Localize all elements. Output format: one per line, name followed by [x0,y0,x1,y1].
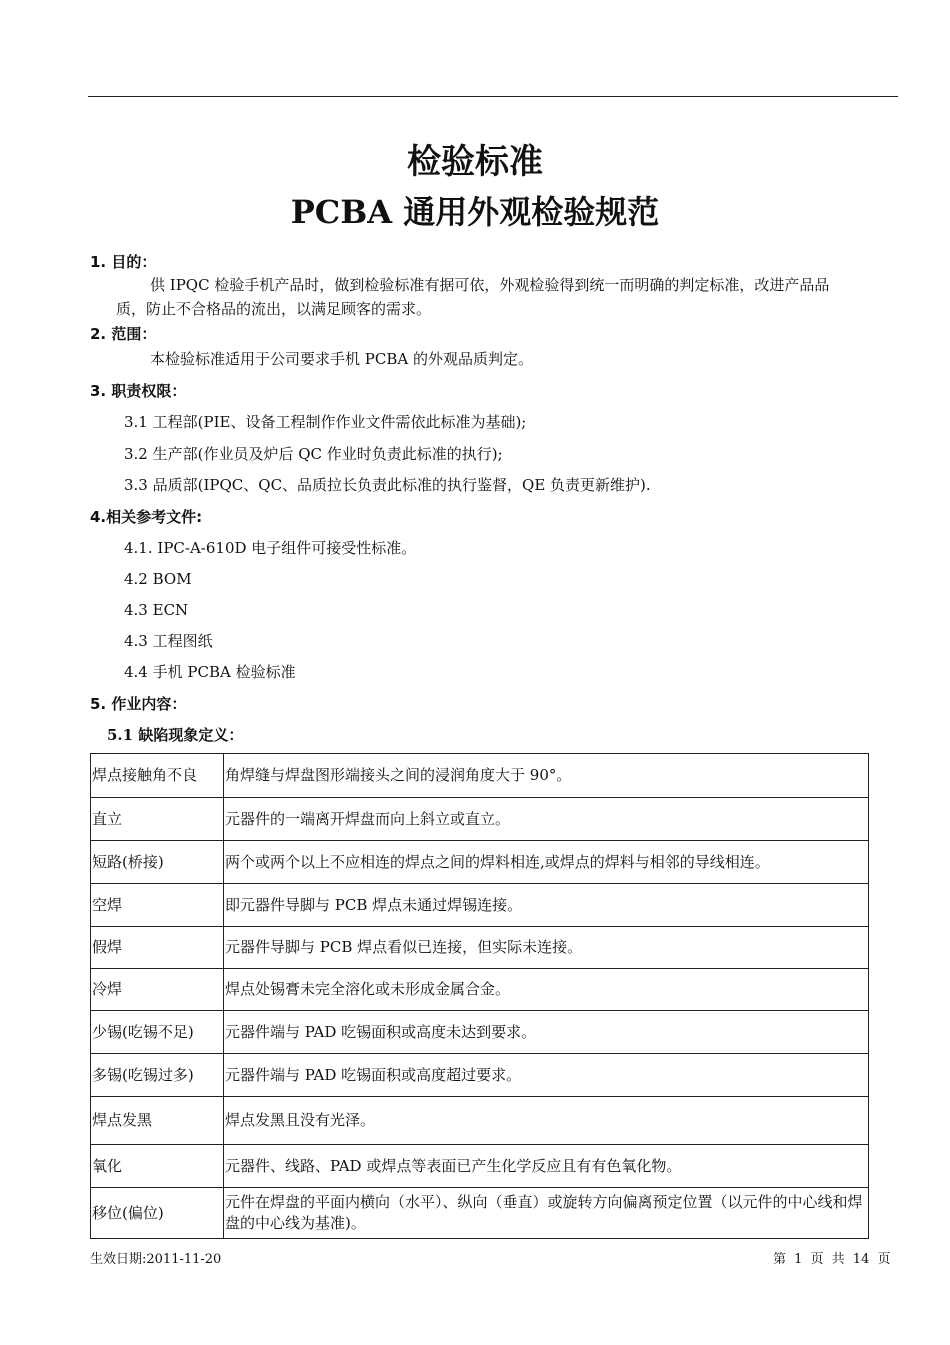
defect-term: 移位(偏位) [91,1188,224,1239]
defect-definition: 焊点处锡膏未完全溶化或未形成金属合金。 [224,969,869,1011]
defect-definition: 角焊缝与焊盘图形端接头之间的浸润角度大于 90°。 [224,754,869,798]
header-rule [88,96,898,97]
duty-item: 3.2 生产部(作业员及炉后 QC 作业时负责此标准的执行); [124,445,503,463]
defect-term: 冷焊 [91,969,224,1011]
section-work-heading: 5. 作业内容： [90,695,187,713]
table-row [91,969,869,1011]
reference-item: 4.2 BOM [124,570,192,588]
table-row [91,1011,869,1054]
reference-item: 4.1. IPC-A-610D 电子组件可接受性标准。 [124,539,417,557]
defect-definition: 焊点发黑且没有光泽。 [224,1097,869,1145]
reference-item: 4.3 ECN [124,601,189,619]
page-number: 第 1 页 共 14 页 [773,1252,891,1267]
defect-definition: 元件在焊盘的平面内横向（水平）、纵向（垂直）或旋转方向偏离预定位置（以元件的中心线和焊盘的中心线为基准)。 [224,1188,869,1239]
table-row [91,754,869,798]
section-work-subheading: 5.1 缺陷现象定义： [107,726,244,744]
duty-item: 3.1 工程部(PIE、设备工程制作作业文件需依此标准为基础); [124,413,527,431]
defect-definition: 元器件端与 PAD 吃锡面积或高度未达到要求。 [224,1011,869,1054]
defect-definition: 元器件、线路、PAD 或焊点等表面已产生化学反应且有有色氧化物。 [224,1145,869,1188]
defect-term: 氧化 [91,1145,224,1188]
table-row [91,1145,869,1188]
defect-definition: 两个或两个以上不应相连的焊点之间的焊料相连,或焊点的焊料与相邻的导线相连。 [224,841,869,884]
defect-term: 空焊 [91,884,224,927]
document-title: 检验标准 [407,142,543,182]
section-scope-heading: 2. 范围： [90,325,157,343]
table-row [91,1054,869,1097]
section-scope-text: 本检验标准适用于公司要求手机 PCBA 的外观品质判定。 [150,350,533,368]
defect-term: 直立 [91,798,224,841]
section-references-heading: 4.相关参考文件: [90,508,203,526]
defect-definition: 即元器件导脚与 PCB 焊点未通过焊锡连接。 [224,884,869,927]
section-purpose-line2: 质，防止不合格品的流出，以满足顾客的需求。 [116,300,432,318]
table-row [91,884,869,927]
section-purpose-heading: 1. 目的： [90,253,157,271]
table-row [91,841,869,884]
defect-term: 焊点发黑 [91,1097,224,1145]
defect-definition: 元器件导脚与 PCB 焊点看似已连接，但实际未连接。 [224,927,869,969]
document-subtitle: PCBA 通用外观检验规范 [290,193,660,231]
section-purpose-line1: 供 IPQC 检验手机产品时，做到检验标准有据可依，外观检验得到统一而明确的判定标准，改进产品品 [150,276,830,294]
defect-term: 假焊 [91,927,224,969]
effective-date: 生效日期:2011-11-20 [90,1252,222,1267]
table-row [91,927,869,969]
defect-term: 短路(桥接) [91,841,224,884]
defect-definition: 元器件的一端离开焊盘而向上斜立或直立。 [224,798,869,841]
defect-term: 多锡(吃锡过多) [91,1054,224,1097]
table-row [91,1188,869,1239]
table-row [91,1097,869,1145]
reference-item: 4.4 手机 PCBA 检验标准 [124,663,296,681]
defects-table [90,753,869,1239]
defect-definition: 元器件端与 PAD 吃锡面积或高度超过要求。 [224,1054,869,1097]
defect-term: 焊点接触角不良 [91,754,224,798]
duty-item: 3.3 品质部(IPQC、QC、品质拉长负责此标准的执行鉴督，QE 负责更新维护). [124,476,651,494]
defect-term: 少锡(吃锡不足) [91,1011,224,1054]
reference-item: 4.3 工程图纸 [124,632,213,650]
section-duties-heading: 3. 职责权限： [90,382,187,400]
table-row [91,798,869,841]
